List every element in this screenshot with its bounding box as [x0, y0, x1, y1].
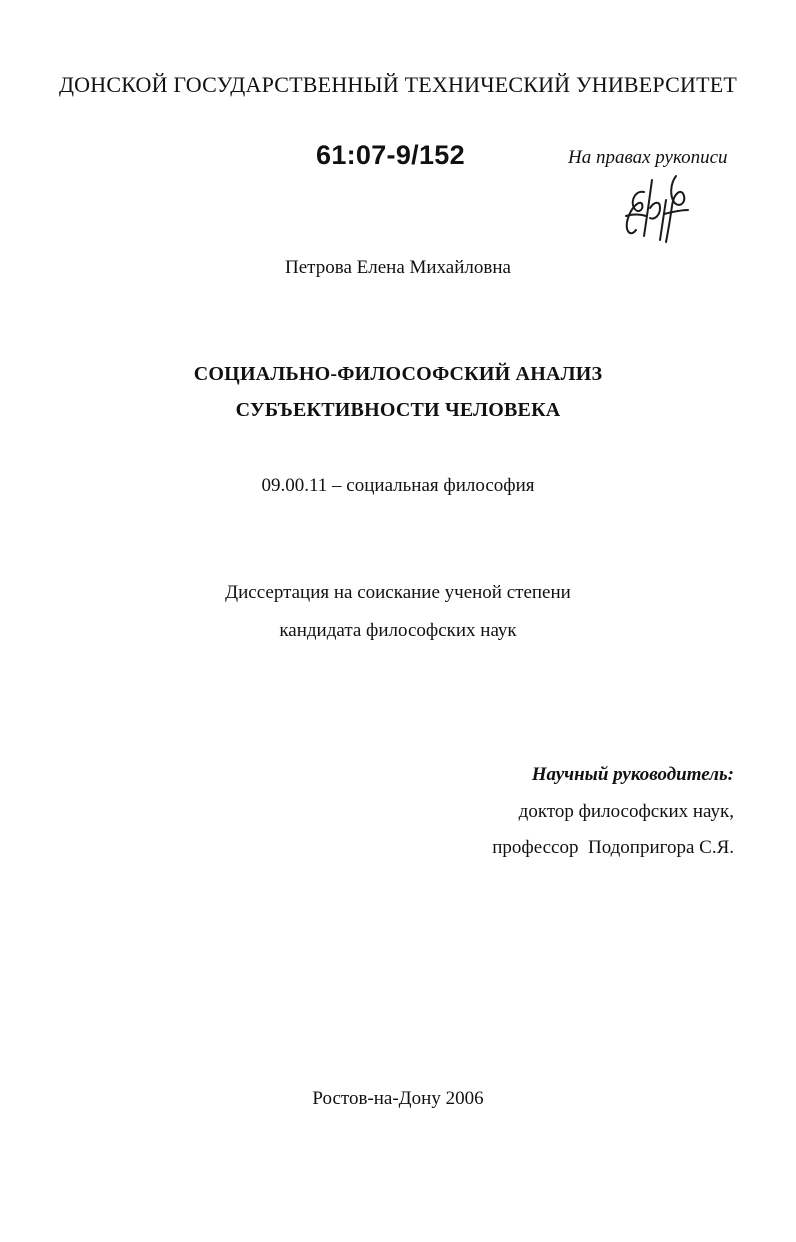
city-year: Ростов-на-Дону 2006	[312, 1088, 484, 1109]
rights-note: На правах рукописи	[568, 147, 728, 168]
dissertation-title-line-1: СОЦИАЛЬНО-ФИЛОСОФСКИЙ АНАЛИЗ	[193, 363, 603, 385]
supervisor-degree: доктор философских наук,	[518, 801, 734, 822]
supervisor-heading: Научный руководитель:	[531, 764, 734, 785]
university-name: ДОНСКОЙ ГОСУДАРСТВЕННЫЙ ТЕХНИЧЕСКИЙ УНИВЕРСИТЕТ	[58, 72, 738, 97]
specialty-code: 09.00.11 – социальная философия	[261, 475, 535, 496]
author-name: Петрова Елена Михайловна	[285, 257, 511, 278]
degree-statement-line-1: Диссертация на соискание ученой степени	[225, 582, 571, 603]
supervisor-name: профессор Подопригора С.Я.	[492, 837, 734, 858]
catalog-number: 61:07-9/152	[316, 140, 465, 170]
handwritten-signature	[614, 170, 704, 250]
dissertation-title-line-2: СУБЪЕКТИВНОСТИ ЧЕЛОВЕКА	[235, 399, 561, 421]
degree-statement-line-2: кандидата философских наук	[279, 620, 517, 641]
